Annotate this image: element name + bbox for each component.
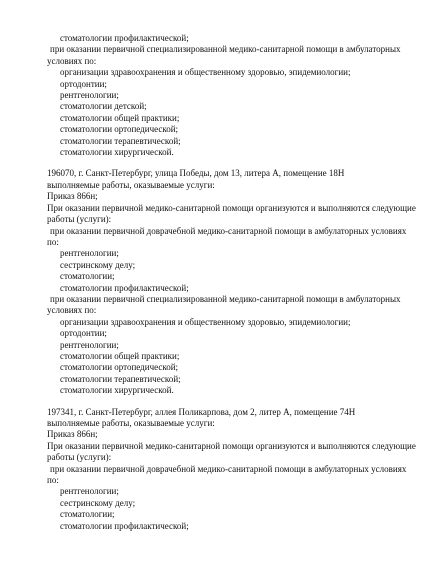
service-item: стоматологии хирургической. <box>60 385 174 396</box>
text-line: 197341, г. Санкт-Петербург, аллея Поликарпова, дом 2, литер А, помещение 74Н <box>47 406 356 417</box>
text-line: 196070, г. Санкт-Петербург, улица Победы, дом 13, литера А, помещение 18Н <box>47 168 345 179</box>
service-item: стоматологии ортопедической; <box>60 362 179 373</box>
text-line: по: <box>47 236 59 247</box>
service-item: ортодонтии; <box>60 78 107 89</box>
service-item: рентгенологии; <box>60 339 119 350</box>
service-item: стоматологии профилактической; <box>60 282 189 293</box>
continued-service-list <box>47 33 407 158</box>
text-line: работы (услуги): <box>47 214 112 225</box>
address-section <box>47 168 416 396</box>
service-item: рентгенологии; <box>60 90 119 101</box>
block-separator <box>47 158 407 168</box>
text-line: При оказании первичной медико-санитарной помощи организуются и выполняются следующие <box>47 440 416 451</box>
service-item: стоматологии общей практики; <box>60 350 180 361</box>
text-line: выполняемые работы, оказываемые услуги: <box>47 179 215 190</box>
service-item: стоматологии хирургической. <box>60 147 174 158</box>
address-section <box>47 406 416 532</box>
text-line: по: <box>47 475 59 486</box>
service-item: стоматологии терапевтической; <box>60 373 181 384</box>
document-body <box>47 33 416 532</box>
service-item: организации здравоохранения и общественному здоровью, эпидемиологии; <box>60 67 351 78</box>
service-item: стоматологии ортопедической; <box>60 124 179 135</box>
service-item: сестринскому делу; <box>60 259 136 270</box>
service-item: стоматологии; <box>60 509 115 520</box>
text-line: При оказании первичной медико-санитарной помощи организуются и выполняются следующие <box>47 202 416 213</box>
text-line: условиях по: <box>47 305 97 316</box>
text-line: при оказании первичной доврачебной медико-санитарной помощи в амбулаторных условиях <box>50 225 407 236</box>
service-item: рентгенологии; <box>60 486 119 497</box>
service-item: стоматологии общей практики; <box>60 112 180 123</box>
text-line: условиях по: <box>47 55 97 66</box>
block-separator <box>47 397 407 407</box>
service-item: стоматологии профилактической; <box>60 33 189 43</box>
text-line: при оказании первичной специализированной медико-санитарной помощи в амбулаторных <box>50 293 401 304</box>
service-item: организации здравоохранения и общественному здоровью, эпидемиологии; <box>60 316 351 327</box>
service-item: ортодонтии; <box>60 328 107 339</box>
service-item: рентгенологии; <box>60 248 119 259</box>
service-item: стоматологии терапевтической; <box>60 135 181 146</box>
text-line: работы (услуги): <box>47 452 112 463</box>
service-item: сестринскому делу; <box>60 497 136 508</box>
service-item: стоматологии детской; <box>60 101 147 112</box>
text-line: при оказании первичной доврачебной медико-санитарной помощи в амбулаторных условиях <box>50 463 407 474</box>
text-line: Приказ 866н; <box>47 429 98 440</box>
text-line: при оказании первичной специализированной медико-санитарной помощи в амбулаторных <box>50 44 401 55</box>
service-item: стоматологии; <box>60 271 115 282</box>
text-line: выполняемые работы, оказываемые услуги: <box>47 418 215 428</box>
text-line: Приказ 866н; <box>47 191 98 202</box>
service-item: стоматологии профилактической; <box>60 520 189 531</box>
